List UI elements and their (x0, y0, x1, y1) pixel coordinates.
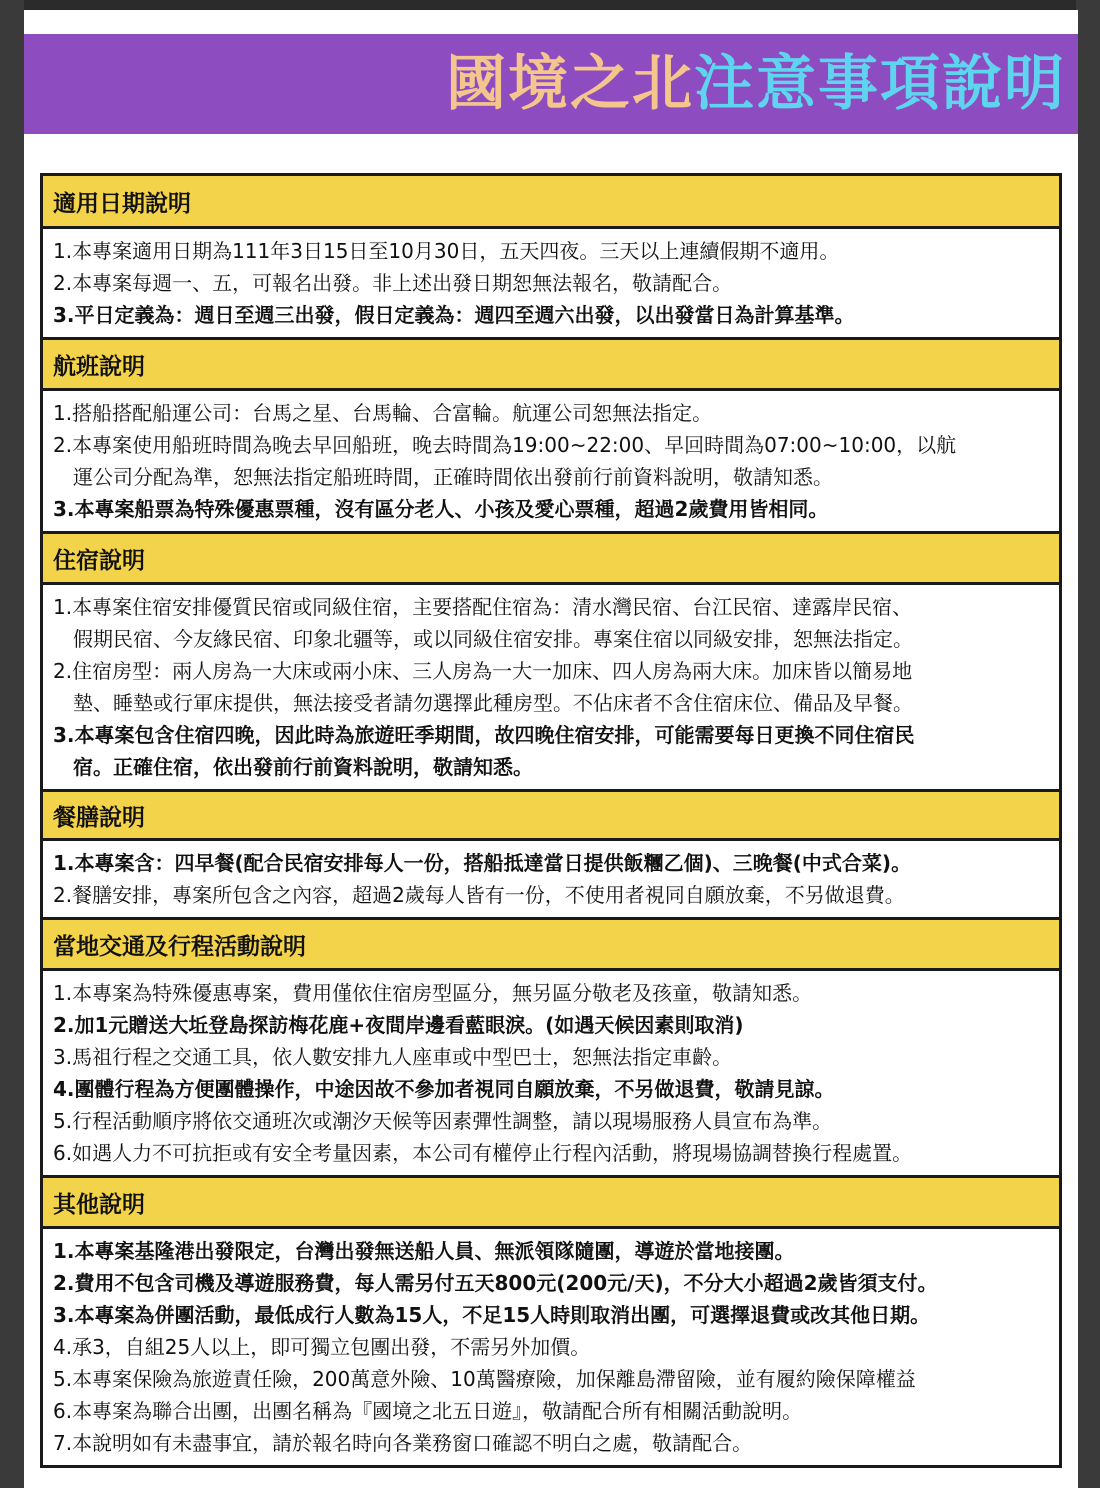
line-item: 2.加1元贈送大坵登島探訪梅花鹿+夜間岸邊看藍眼淚。(如遇天候因素則取消) (53, 1013, 744, 1037)
line-item: 5.本專案保險為旅遊責任險，200萬意外險、10萬醫療險，加保離島滯留險，並有履約險保障權益 (53, 1367, 916, 1391)
line-item: 7.本說明如有未盡事宜，請於報名時向各業務窗口確認不明白之處，敬請配合。 (53, 1431, 753, 1455)
line-item: 3.馬祖行程之交通工具，依人數安排九人座車或中型巴士，恕無法指定車齡。 (53, 1045, 733, 1069)
line-item: 1.本專案適用日期為111年3日15日至10月30日，五天四夜。三天以上連續假期不適用。 (53, 239, 840, 263)
title-banner (24, 34, 1078, 134)
notice-document (24, 10, 1078, 1488)
line-item: 3.本專案船票為特殊優惠票種，沒有區分老人、小孩及愛心票種，超過2歲費用皆相同。 (53, 497, 829, 521)
section-body (43, 838, 1059, 917)
line-item: 墊、睡墊或行軍床提供，無法接受者請勿選擇此種房型。不佔床者不含住宿床位、備品及早餐。 (73, 691, 913, 715)
section-body (43, 968, 1059, 1175)
section-body (43, 226, 1059, 337)
section-heading: 適用日期說明 (43, 176, 1059, 226)
line-item: 1.本專案住宿安排優質民宿或同級住宿，主要搭配住宿為：清水灣民宿、台江民宿、達露岸民宿、 (53, 595, 913, 619)
section-body (43, 1226, 1059, 1465)
section-body (43, 388, 1059, 531)
line-item: 3.本專案為併團活動，最低成行人數為15人，不足15人時則取消出團，可選擇退費或改其他日期。 (53, 1303, 931, 1327)
line-item: 6.本專案為聯合出團，出團名稱為『國境之北五日遊』，敬請配合所有相關活動說明。 (53, 1399, 803, 1423)
line-item: 2.費用不包含司機及導遊服務費，每人需另付五天800元(200元/天)，不分大小超過2歲皆須支付。 (53, 1271, 938, 1295)
line-item: 2.住宿房型：兩人房為一大床或兩小床、三人房為一大一加床、四人房為兩大床。加床皆以簡易地 (53, 659, 913, 683)
line-item: 2.本專案使用船班時間為晚去早回船班，晚去時間為19:00~22:00、早回時間為07:00~10:00，以航 (53, 433, 957, 457)
line-item: 1.本專案為特殊優惠專案，費用僅依住宿房型區分，無另區分敬老及孩童，敬請知悉。 (53, 981, 813, 1005)
notice-table (40, 173, 1062, 1468)
line-item: 宿。正確住宿，依出發前行前資料說明，敬請知悉。 (73, 755, 533, 779)
line-item: 5.行程活動順序將依交通班次或潮汐天候等因素彈性調整，請以現場服務人員宣布為準。 (53, 1109, 833, 1133)
section-heading: 當地交通及行程活動說明 (43, 917, 1059, 968)
line-item: 假期民宿、今友緣民宿、印象北疆等，或以同級住宿安排。專案住宿以同級安排，恕無法指定。 (73, 627, 913, 651)
line-item: 2.餐膳安排，專案所包含之內容，超過2歲每人皆有一份，不使用者視同自願放棄，不另做退費。 (53, 883, 905, 907)
left-background-strip (0, 0, 24, 1488)
section-body (43, 582, 1059, 789)
title-part-2: 注意事項說明 (694, 49, 1066, 119)
page-title (446, 42, 1066, 126)
line-item: 3.本專案包含住宿四晚，因此時為旅遊旺季期間，故四晚住宿安排，可能需要每日更換不同住宿民 (53, 723, 915, 747)
line-item: 4.團體行程為方便團體操作，中途因故不參加者視同自願放棄，不另做退費，敬請見諒。 (53, 1077, 835, 1101)
right-background-strip (1076, 0, 1100, 1488)
line-item: 4.承3，自組25人以上，即可獨立包團出發，不需另外加價。 (53, 1335, 591, 1359)
section-heading: 餐膳說明 (43, 789, 1059, 838)
section-heading: 其他說明 (43, 1175, 1059, 1226)
section-heading: 航班說明 (43, 337, 1059, 388)
title-part-1: 國境之北 (446, 49, 694, 119)
line-item: 運公司分配為準，恕無法指定船班時間，正確時間依出發前行前資料說明，敬請知悉。 (73, 465, 833, 489)
line-item: 1.本專案含：四早餐(配合民宿安排每人一份，搭船抵達當日提供飯糰乙個)、三晚餐(中式合菜)。 (53, 851, 912, 875)
line-item: 1.搭船搭配船運公司：台馬之星、台馬輪、合富輪。航運公司恕無法指定。 (53, 401, 713, 425)
line-item: 6.如遇人力不可抗拒或有安全考量因素，本公司有權停止行程內活動，將現場協調替換行程處置。 (53, 1141, 913, 1165)
section-heading: 住宿說明 (43, 531, 1059, 582)
line-item: 1.本專案基隆港出發限定，台灣出發無送船人員、無派領隊隨團，導遊於當地接團。 (53, 1239, 795, 1263)
line-item: 2.本專案每週一、五，可報名出發。非上述出發日期恕無法報名，敬請配合。 (53, 271, 733, 295)
line-item: 3.平日定義為：週日至週三出發，假日定義為：週四至週六出發，以出發當日為計算基準。 (53, 303, 855, 327)
